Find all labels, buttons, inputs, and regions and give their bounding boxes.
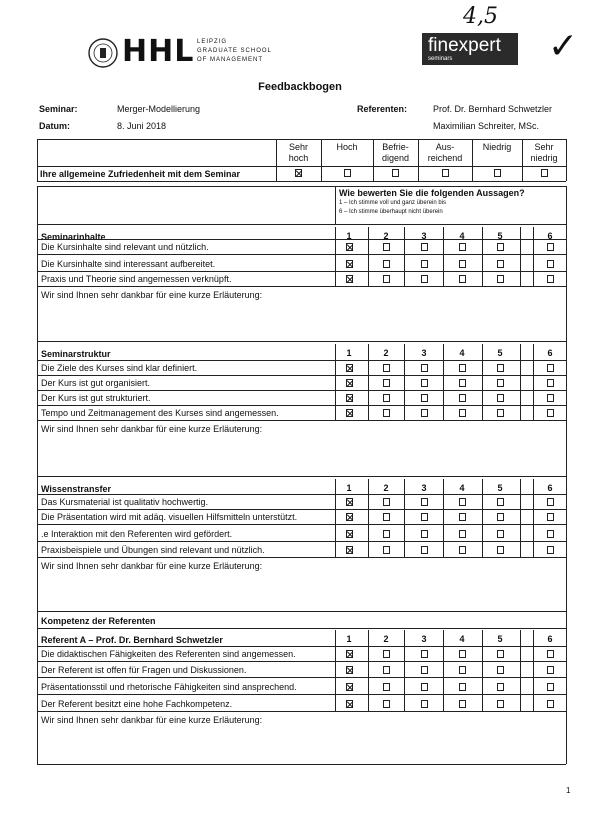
overall-scale-label: Sehr bbox=[288, 142, 308, 152]
section-title: Seminarinhalte bbox=[41, 232, 106, 242]
rating-top-rule bbox=[37, 186, 566, 187]
rating-col-rule bbox=[368, 630, 369, 711]
comment-prompt: Wir sind Ihnen sehr dankbar für eine kurze Erläuterung: bbox=[41, 424, 263, 434]
rating-checkbox[interactable] bbox=[547, 394, 554, 402]
row-rule bbox=[37, 694, 566, 695]
rating-scale-number: 6 bbox=[547, 634, 553, 644]
rating-checkbox[interactable] bbox=[383, 498, 390, 506]
rating-scale-number: 4 bbox=[459, 348, 465, 358]
rating-checkbox[interactable] bbox=[497, 379, 504, 387]
rating-checkbox[interactable] bbox=[346, 546, 353, 554]
rating-col-rule bbox=[566, 227, 567, 286]
row-rule bbox=[37, 541, 566, 542]
finexpert-wordmark: finexpert bbox=[428, 35, 501, 56]
rating-checkbox[interactable] bbox=[547, 379, 554, 387]
rating-scale-number: 4 bbox=[459, 483, 465, 493]
rating-col-rule bbox=[533, 479, 534, 557]
statement-label: Präsentationsstil und rhetorische Fähigkeiten sind ansprechend. bbox=[41, 682, 297, 692]
rating-checkbox[interactable] bbox=[497, 683, 504, 691]
rating-checkbox[interactable] bbox=[547, 650, 554, 658]
overall-rating-checkbox[interactable] bbox=[494, 169, 501, 177]
rating-checkbox[interactable] bbox=[497, 275, 504, 283]
overall-scale-label: Niedrig bbox=[482, 142, 512, 152]
rating-checkbox[interactable] bbox=[346, 666, 353, 674]
rating-note-1: 1 – Ich stimme voll und ganz überein bis bbox=[339, 200, 447, 206]
rating-col-rule bbox=[443, 227, 444, 286]
rating-checkbox[interactable] bbox=[383, 530, 390, 538]
rating-scale-number: 3 bbox=[421, 483, 427, 493]
rating-checkbox[interactable] bbox=[459, 700, 466, 708]
rating-checkbox[interactable] bbox=[421, 498, 428, 506]
rating-checkbox[interactable] bbox=[383, 650, 390, 658]
rating-checkbox[interactable] bbox=[346, 364, 353, 372]
rating-checkbox[interactable] bbox=[383, 666, 390, 674]
statement-label: .e Interaktion mit den Referenten wird gefördert. bbox=[41, 529, 233, 539]
rating-checkbox[interactable] bbox=[459, 513, 466, 521]
rating-checkbox[interactable] bbox=[497, 650, 504, 658]
rating-scale-number: 3 bbox=[421, 231, 427, 241]
overall-rating-checkbox[interactable] bbox=[295, 169, 302, 177]
rating-divider bbox=[335, 186, 336, 224]
section-title: Seminarstruktur bbox=[41, 349, 111, 359]
overall-rating-checkbox[interactable] bbox=[344, 169, 351, 177]
rating-col-rule bbox=[335, 344, 336, 420]
rating-col-rule bbox=[520, 630, 521, 711]
rating-checkbox[interactable] bbox=[459, 530, 466, 538]
rating-checkbox[interactable] bbox=[459, 666, 466, 674]
rating-checkbox[interactable] bbox=[547, 513, 554, 521]
rating-col-rule bbox=[566, 479, 567, 557]
statement-label: Die didaktischen Fähigkeiten des Referenten sind angemessen. bbox=[41, 649, 296, 659]
statement-label: Der Kurs ist gut organisiert. bbox=[41, 378, 151, 388]
statement-label: Die Präsentation wird mit adäq. visuellen Hilfsmitteln unterstützt. bbox=[41, 512, 298, 522]
comment-textarea[interactable] bbox=[38, 302, 565, 340]
rating-col-rule bbox=[335, 479, 336, 557]
row-rule bbox=[37, 524, 566, 525]
rating-checkbox[interactable] bbox=[346, 260, 353, 268]
statement-label: Tempo und Zeitmanagement des Kurses sind angemessen. bbox=[41, 408, 279, 418]
row-rule bbox=[37, 286, 566, 287]
rating-col-rule bbox=[404, 344, 405, 420]
rating-col-rule bbox=[368, 479, 369, 557]
section-title-rule bbox=[37, 239, 566, 240]
statement-label: Die Kursinhalte sind relevant und nützlich. bbox=[41, 242, 209, 252]
rating-checkbox[interactable] bbox=[459, 364, 466, 372]
rating-checkbox[interactable] bbox=[421, 243, 428, 251]
rating-checkbox[interactable] bbox=[547, 530, 554, 538]
comment-textarea[interactable] bbox=[38, 727, 565, 763]
statement-label: Die Ziele des Kurses sind klar definiert. bbox=[41, 363, 198, 373]
rating-checkbox[interactable] bbox=[459, 546, 466, 554]
overall-question: Ihre allgemeine Zufriedenheit mit dem Seminar bbox=[40, 169, 241, 179]
referent-2: Maximilian Schreiter, MSc. bbox=[433, 121, 540, 131]
rating-checkbox[interactable] bbox=[383, 364, 390, 372]
referent-1: Prof. Dr. Bernhard Schwetzler bbox=[433, 104, 553, 114]
rating-col-rule bbox=[368, 344, 369, 420]
statement-label: Praxis und Theorie sind angemessen verknüpft. bbox=[41, 274, 232, 284]
rating-col-rule bbox=[566, 630, 567, 711]
overall-rating-checkbox[interactable] bbox=[442, 169, 449, 177]
row-rule bbox=[37, 661, 566, 662]
datum-value: 8. Juni 2018 bbox=[117, 121, 167, 131]
rating-checkbox[interactable] bbox=[547, 700, 554, 708]
section-bottom-rule bbox=[37, 764, 566, 765]
rating-checkbox[interactable] bbox=[421, 409, 428, 417]
seminar-value: Merger-Modellierung bbox=[117, 104, 201, 114]
rating-checkbox[interactable] bbox=[421, 513, 428, 521]
rating-scale-number: 4 bbox=[459, 634, 465, 644]
rating-checkbox[interactable] bbox=[547, 364, 554, 372]
rating-col-rule bbox=[520, 479, 521, 557]
rating-checkbox[interactable] bbox=[497, 364, 504, 372]
rating-scale-number: 2 bbox=[383, 634, 389, 644]
section-title-rule bbox=[37, 494, 566, 495]
rating-checkbox[interactable] bbox=[459, 379, 466, 387]
rating-scale-number: 6 bbox=[547, 231, 553, 241]
rating-scale-number: 2 bbox=[383, 348, 389, 358]
overall-scale-label: reichend bbox=[427, 153, 463, 163]
rating-checkbox[interactable] bbox=[383, 700, 390, 708]
section-rule bbox=[37, 628, 566, 629]
rating-checkbox[interactable] bbox=[497, 700, 504, 708]
rating-col-rule bbox=[533, 227, 534, 286]
row-rule bbox=[37, 677, 566, 678]
comment-prompt: Wir sind Ihnen sehr dankbar für eine kurze Erläuterung: bbox=[41, 561, 263, 571]
rating-scale-number: 5 bbox=[497, 231, 503, 241]
rating-col-rule bbox=[443, 630, 444, 711]
rating-checkbox[interactable] bbox=[547, 409, 554, 417]
rating-checkbox[interactable] bbox=[547, 498, 554, 506]
row-rule bbox=[37, 254, 566, 255]
rating-checkbox[interactable] bbox=[346, 243, 353, 251]
rating-checkbox[interactable] bbox=[346, 513, 353, 521]
rating-col-rule bbox=[566, 344, 567, 420]
referenten-label: Referenten: bbox=[357, 104, 408, 114]
section-title-rule bbox=[37, 360, 566, 361]
overall-scale-label: Aus- bbox=[435, 142, 455, 152]
overall-scale-label: hoch bbox=[288, 153, 309, 163]
rating-scale-number: 2 bbox=[383, 483, 389, 493]
rating-checkbox[interactable] bbox=[383, 513, 390, 521]
rating-checkbox[interactable] bbox=[497, 409, 504, 417]
rating-checkbox[interactable] bbox=[346, 394, 353, 402]
rating-checkbox[interactable] bbox=[346, 409, 353, 417]
row-rule bbox=[37, 271, 566, 272]
comment-prompt: Wir sind Ihnen sehr dankbar für eine kurze Erläuterung: bbox=[41, 715, 263, 725]
overall-col-rule bbox=[566, 139, 567, 181]
overall-scale-label: digend bbox=[381, 153, 410, 163]
competence-heading: Kompetenz der Referenten bbox=[41, 616, 156, 626]
datum-label: Datum: bbox=[39, 121, 70, 131]
overall-rating-checkbox[interactable] bbox=[541, 169, 548, 177]
section-title: Wissenstransfer bbox=[41, 484, 111, 494]
section-bottom-rule bbox=[37, 611, 566, 612]
row-rule bbox=[37, 405, 566, 406]
school-line-2: GRADUATE SCHOOL bbox=[197, 48, 272, 54]
overall-scale-label: Befrie- bbox=[382, 142, 409, 152]
overall-scale-label: Hoch bbox=[336, 142, 358, 152]
statement-label: Das Kursmaterial ist qualitativ hochwertig. bbox=[41, 497, 209, 507]
section-bottom-rule bbox=[37, 341, 566, 342]
overall-bottom-rule bbox=[37, 181, 566, 182]
rating-checkbox[interactable] bbox=[421, 379, 428, 387]
rating-col-rule bbox=[520, 344, 521, 420]
rating-checkbox[interactable] bbox=[421, 700, 428, 708]
rating-heading: Wie bewerten Sie die folgenden Aussagen? bbox=[339, 188, 525, 198]
rating-checkbox[interactable] bbox=[383, 394, 390, 402]
rating-col-rule bbox=[533, 344, 534, 420]
page-title: Feedbackbogen bbox=[258, 81, 342, 93]
rating-checkbox[interactable] bbox=[421, 650, 428, 658]
rating-checkbox[interactable] bbox=[497, 394, 504, 402]
section-title-rule bbox=[37, 646, 566, 647]
rating-checkbox[interactable] bbox=[459, 260, 466, 268]
rating-checkbox[interactable] bbox=[383, 275, 390, 283]
rating-checkbox[interactable] bbox=[383, 546, 390, 554]
rating-scale-number: 1 bbox=[346, 348, 352, 358]
seminar-label: Seminar: bbox=[39, 104, 78, 114]
finexpert-logo bbox=[422, 33, 518, 65]
overall-rating-checkbox[interactable] bbox=[392, 169, 399, 177]
rating-checkbox[interactable] bbox=[459, 394, 466, 402]
rating-checkbox[interactable] bbox=[459, 275, 466, 283]
row-rule bbox=[37, 420, 566, 421]
rating-col-rule bbox=[404, 227, 405, 286]
rating-checkbox[interactable] bbox=[497, 260, 504, 268]
rating-checkbox[interactable] bbox=[497, 513, 504, 521]
rating-checkbox[interactable] bbox=[421, 666, 428, 674]
rating-checkbox[interactable] bbox=[547, 683, 554, 691]
rating-checkbox[interactable] bbox=[547, 275, 554, 283]
rating-col-rule bbox=[533, 630, 534, 711]
rating-scale-number: 2 bbox=[383, 231, 389, 241]
rating-checkbox[interactable] bbox=[421, 683, 428, 691]
overall-top-rule bbox=[37, 139, 566, 140]
rating-col-rule bbox=[482, 630, 483, 711]
rating-checkbox[interactable] bbox=[383, 683, 390, 691]
rating-checkbox[interactable] bbox=[383, 243, 390, 251]
rating-col-rule bbox=[443, 344, 444, 420]
row-rule bbox=[37, 711, 566, 712]
hhl-logo: HHL bbox=[122, 34, 195, 69]
rating-checkbox[interactable] bbox=[421, 260, 428, 268]
handwritten-check-mark: ✓ bbox=[548, 26, 579, 67]
school-line-1: LEIPZIG bbox=[197, 39, 228, 45]
rating-checkbox[interactable] bbox=[346, 275, 353, 283]
rating-scale-number: 5 bbox=[497, 483, 503, 493]
rating-checkbox[interactable] bbox=[497, 243, 504, 251]
rating-scale-number: 1 bbox=[346, 231, 352, 241]
rating-checkbox[interactable] bbox=[459, 650, 466, 658]
rating-scale-number: 6 bbox=[547, 483, 553, 493]
hhl-seal-icon bbox=[88, 38, 118, 73]
section-title: Referent A – Prof. Dr. Bernhard Schwetzler bbox=[41, 635, 223, 645]
rating-checkbox[interactable] bbox=[459, 243, 466, 251]
rating-checkbox[interactable] bbox=[421, 364, 428, 372]
overall-scale-label: niedrig bbox=[530, 153, 558, 163]
rating-checkbox[interactable] bbox=[383, 409, 390, 417]
rating-checkbox[interactable] bbox=[346, 498, 353, 506]
rating-checkbox[interactable] bbox=[421, 394, 428, 402]
overall-scale-label: Sehr bbox=[534, 142, 554, 152]
handwritten-score: 4,5 bbox=[463, 4, 498, 29]
rating-checkbox[interactable] bbox=[547, 260, 554, 268]
rating-scale-number: 1 bbox=[346, 483, 352, 493]
rating-checkbox[interactable] bbox=[346, 650, 353, 658]
statement-label: Der Kurs ist gut strukturiert. bbox=[41, 393, 151, 403]
rating-col-rule bbox=[404, 479, 405, 557]
rating-checkbox[interactable] bbox=[497, 498, 504, 506]
rating-checkbox[interactable] bbox=[547, 546, 554, 554]
rating-checkbox[interactable] bbox=[346, 530, 353, 538]
rating-checkbox[interactable] bbox=[547, 243, 554, 251]
comment-textarea[interactable] bbox=[38, 573, 565, 610]
rating-col-rule bbox=[404, 630, 405, 711]
rating-col-rule bbox=[482, 344, 483, 420]
rating-scale-number: 5 bbox=[497, 348, 503, 358]
rating-checkbox[interactable] bbox=[497, 530, 504, 538]
rating-checkbox[interactable] bbox=[459, 498, 466, 506]
finexpert-sub: seminars bbox=[428, 56, 453, 62]
rating-checkbox[interactable] bbox=[421, 530, 428, 538]
rating-checkbox[interactable] bbox=[346, 379, 353, 387]
comment-textarea[interactable] bbox=[38, 436, 565, 475]
rating-checkbox[interactable] bbox=[421, 546, 428, 554]
statement-label: Die Kursinhalte sind interessant aufbereitet. bbox=[41, 259, 216, 269]
rating-checkbox[interactable] bbox=[547, 666, 554, 674]
rating-checkbox[interactable] bbox=[346, 700, 353, 708]
rating-checkbox[interactable] bbox=[346, 683, 353, 691]
row-rule bbox=[37, 375, 566, 376]
rating-checkbox[interactable] bbox=[459, 409, 466, 417]
rating-header-rule bbox=[37, 224, 566, 225]
school-line-3: OF MANAGEMENT bbox=[197, 57, 264, 63]
statement-label: Praxisbeispiele und Übungen sind relevant und nützlich. bbox=[41, 545, 265, 555]
rating-scale-number: 3 bbox=[421, 348, 427, 358]
rating-col-rule bbox=[368, 227, 369, 286]
rating-col-rule bbox=[482, 227, 483, 286]
row-rule bbox=[37, 390, 566, 391]
page-number: 1 bbox=[566, 786, 571, 795]
rating-scale-number: 4 bbox=[459, 231, 465, 241]
rating-col-rule bbox=[482, 479, 483, 557]
row-rule bbox=[37, 509, 566, 510]
rating-scale-number: 1 bbox=[346, 634, 352, 644]
rating-checkbox[interactable] bbox=[459, 683, 466, 691]
rating-col-rule bbox=[335, 227, 336, 286]
overall-left-rule bbox=[37, 139, 38, 181]
rating-scale-number: 5 bbox=[497, 634, 503, 644]
rating-scale-number: 6 bbox=[547, 348, 553, 358]
rating-checkbox[interactable] bbox=[497, 546, 504, 554]
section-bottom-rule bbox=[37, 476, 566, 477]
rating-checkbox[interactable] bbox=[421, 275, 428, 283]
comment-prompt: Wir sind Ihnen sehr dankbar für eine kurze Erläuterung: bbox=[41, 290, 263, 300]
rating-col-rule bbox=[443, 479, 444, 557]
rating-scale-number: 3 bbox=[421, 634, 427, 644]
rating-col-rule bbox=[520, 227, 521, 286]
rating-checkbox[interactable] bbox=[497, 666, 504, 674]
rating-checkbox[interactable] bbox=[383, 379, 390, 387]
row-rule bbox=[37, 557, 566, 558]
rating-col-rule bbox=[335, 630, 336, 711]
statement-label: Der Referent besitzt eine hohe Fachkompetenz. bbox=[41, 699, 233, 709]
rating-checkbox[interactable] bbox=[383, 260, 390, 268]
rating-note-2: 6 – Ich stimme überhaupt nicht überein bbox=[339, 209, 443, 215]
statement-label: Der Referent ist offen für Fragen und Diskussionen. bbox=[41, 665, 247, 675]
overall-mid-rule bbox=[37, 166, 566, 167]
